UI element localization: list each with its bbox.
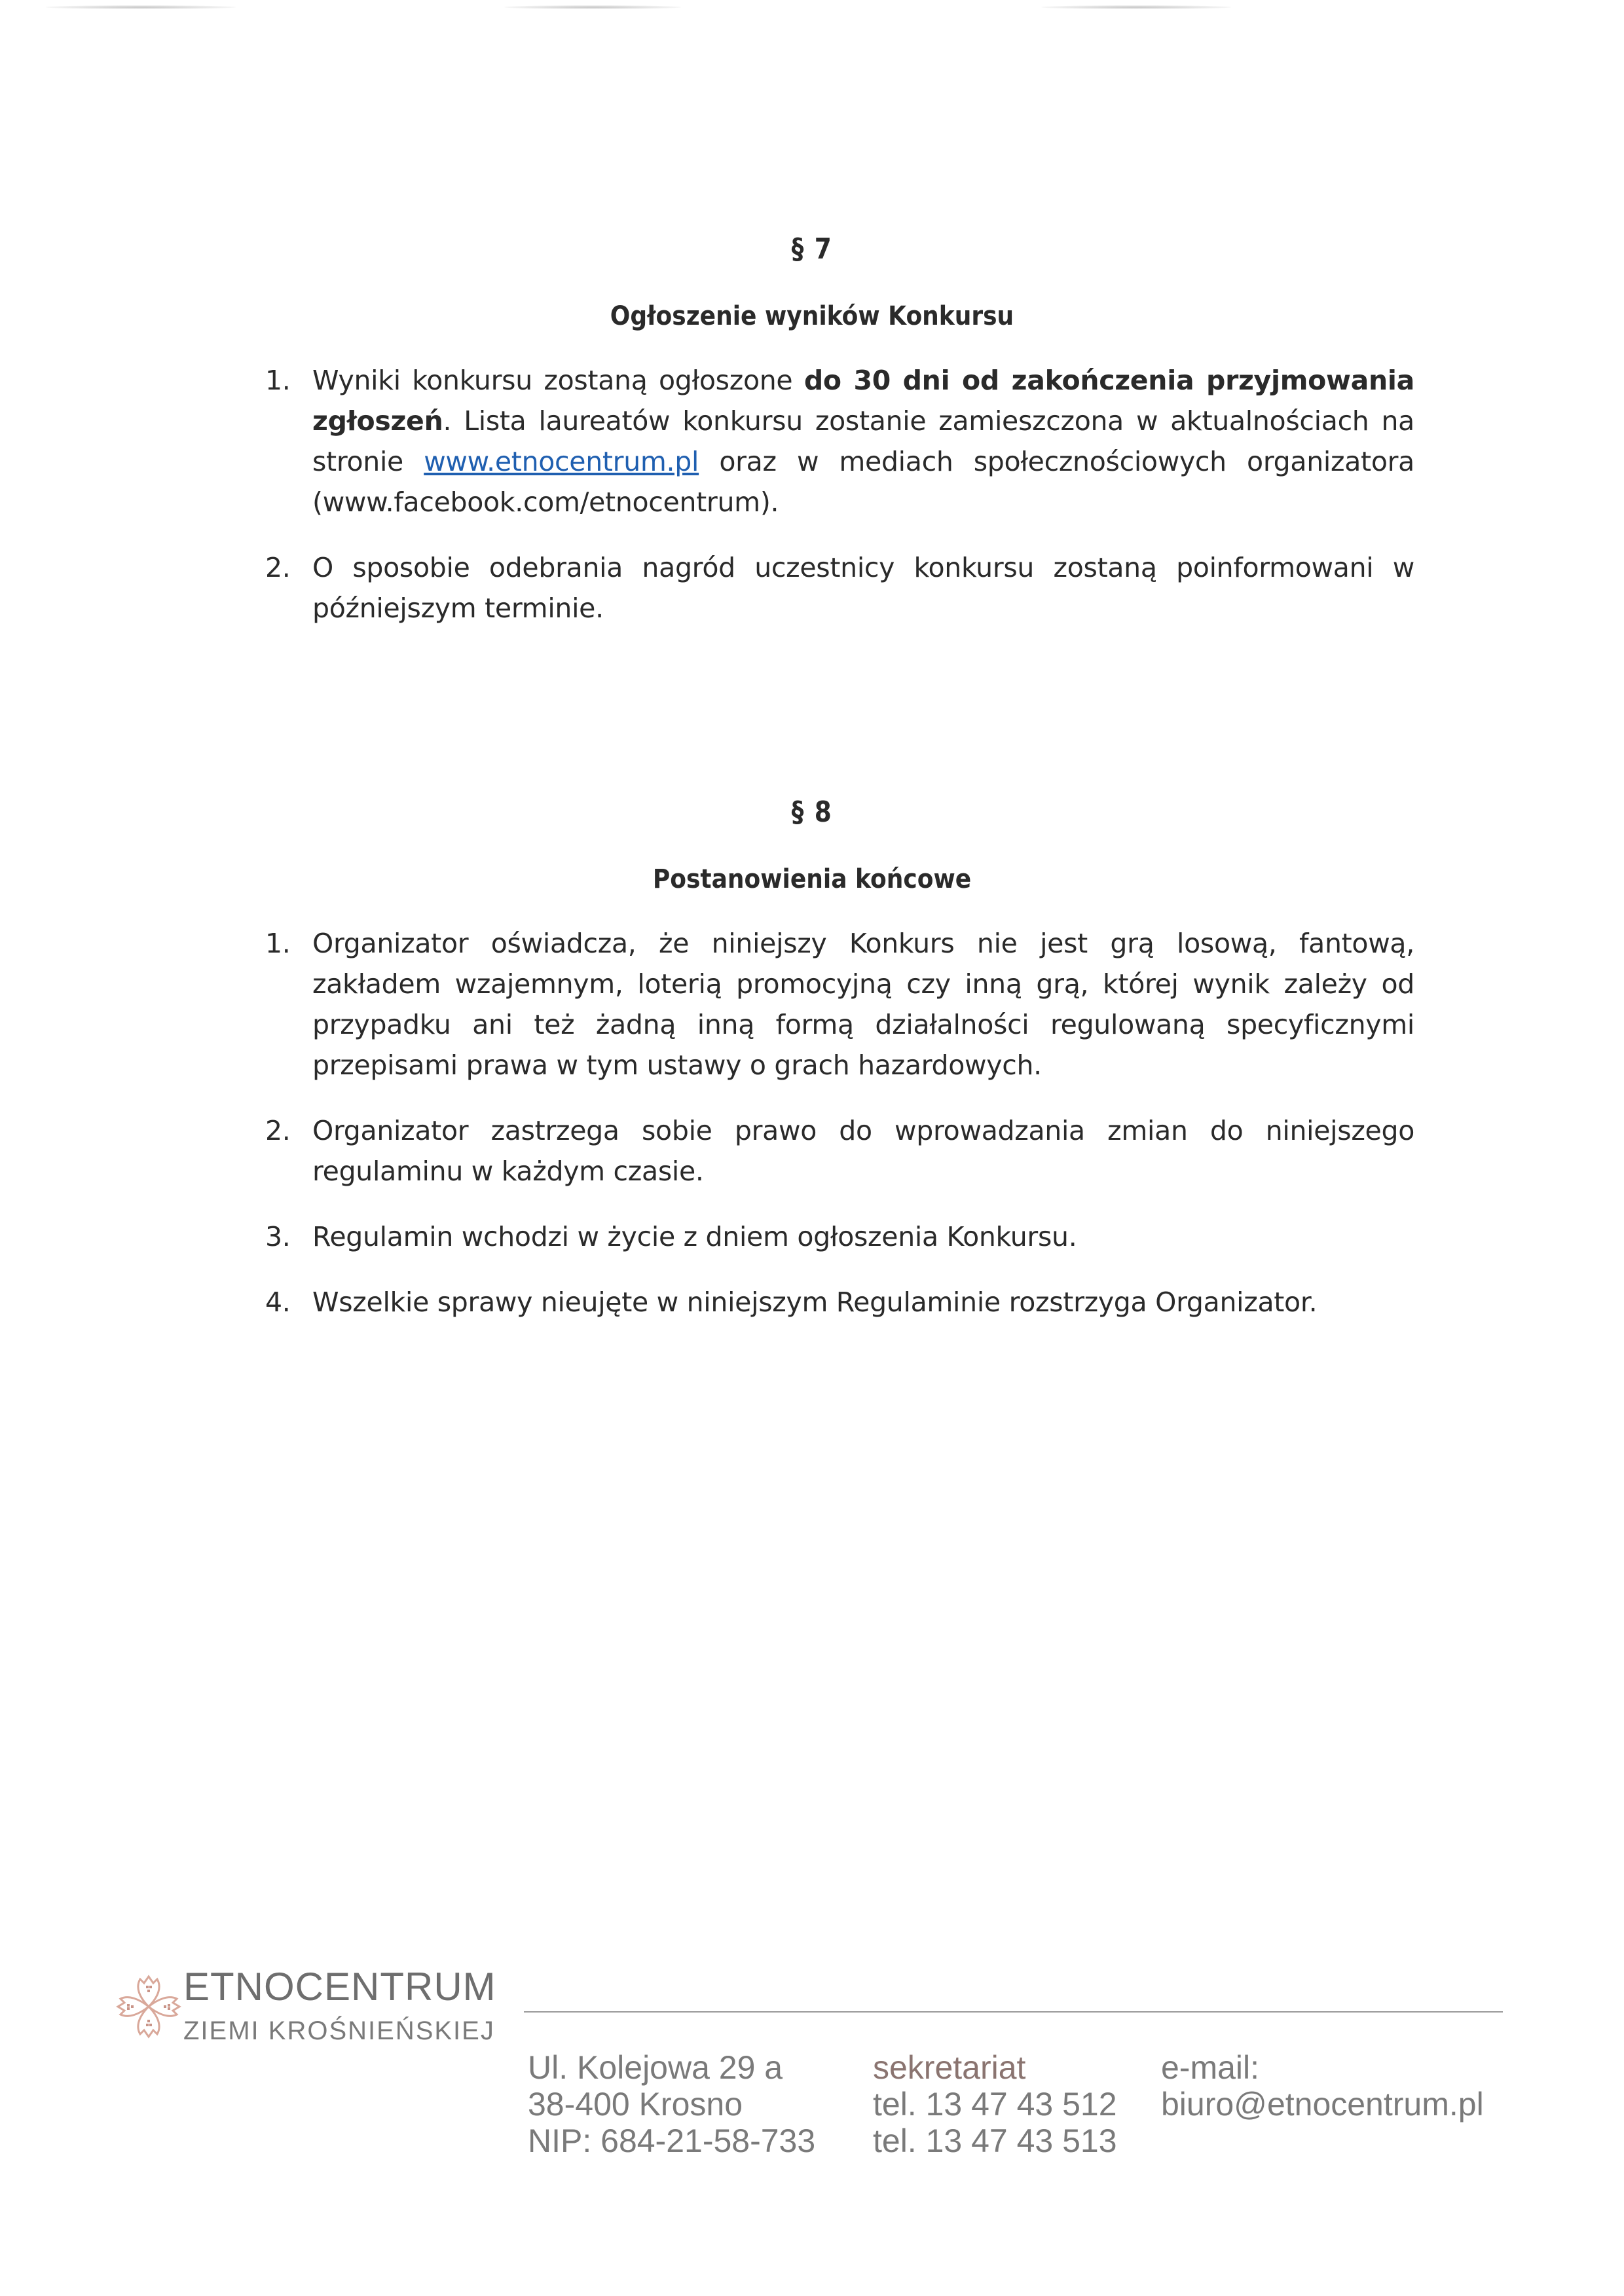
phone-label: sekretariat — [873, 2049, 1026, 2086]
folk-flower-ornament-icon — [106, 1967, 191, 2046]
section-7-list — [265, 360, 1414, 653]
item-text: Regulamin wchodzi w życie z dniem ogłoszenia Konkursu. — [312, 1221, 1077, 1252]
item-text: Wszelkie sprawy nieujęte w niniejszym Regulaminie rozstrzyga Organizator. — [312, 1286, 1318, 1318]
item-number: 4. — [265, 1286, 291, 1318]
footer-address — [528, 2049, 815, 2159]
list-item — [265, 360, 1414, 522]
email-label: e-mail: — [1161, 2049, 1260, 2086]
section-7-number: § 7 — [791, 232, 833, 266]
section-8-number: § 8 — [791, 795, 833, 829]
section-8-list — [265, 923, 1414, 1347]
list-item — [265, 1110, 1414, 1192]
scan-artifact — [1041, 5, 1231, 9]
scan-artifact — [504, 5, 681, 9]
item-text: oraz w mediach społecznościowych organizatora (www.facebook.com/etnocentrum). — [312, 446, 1414, 518]
list-item — [265, 1216, 1414, 1257]
address-city: 38-400 Krosno — [528, 2086, 743, 2123]
item-number: 1. — [265, 365, 291, 396]
address-nip: NIP: 684-21-58-733 — [528, 2123, 816, 2159]
address-street: Ul. Kolejowa 29 a — [528, 2049, 783, 2086]
section-7-title: Ogłoszenie wyników Konkursu — [610, 301, 1014, 331]
item-text: O sposobie odebrania nagród uczestnicy konkursu zostaną poinformowani w późniejszym terminie. — [312, 552, 1414, 624]
phone-number-1: tel. 13 47 43 512 — [873, 2086, 1117, 2123]
item-number: 2. — [265, 1115, 291, 1146]
item-text-bold: do 30 dni od zakończenia przyjmowania zgłoszeń — [312, 365, 1414, 437]
footer-email — [1161, 2049, 1484, 2123]
email-address: biuro@etnocentrum.pl — [1161, 2086, 1484, 2123]
list-item — [265, 547, 1414, 629]
logo-title: ETNOCENTRUM — [183, 1965, 496, 2009]
item-text: Organizator zastrzega sobie prawo do wprowadzania zmian do niniejszego regulaminu w każdym czasie. — [312, 1115, 1414, 1187]
footer-divider — [524, 2011, 1503, 2013]
logo-subtitle: ZIEMI KROŚNIEŃSKIEJ — [183, 2016, 495, 2045]
scan-artifact — [46, 5, 236, 9]
item-text: . Lista laureatów konkursu zostanie zamieszczona w aktualnościach na stronie — [312, 405, 1414, 477]
website-link[interactable]: www.etnocentrum.pl — [424, 446, 699, 477]
item-number: 3. — [265, 1221, 291, 1252]
footer-phone — [873, 2049, 1117, 2159]
item-text: Wyniki konkursu zostaną ogłoszone — [312, 365, 804, 396]
list-item — [265, 1282, 1414, 1322]
item-text: Organizator oświadcza, że niniejszy Konkurs nie jest grą losową, fantową, zakładem wzajemnym, loterią promocyjną czy inną grą, której wynik zależy od przypadku ani też żadną inną formą działalności regulowaną specyficznymi przepisami prawa w tym ustawy o grach hazardowych. — [312, 928, 1414, 1081]
phone-number-2: tel. 13 47 43 513 — [873, 2123, 1117, 2159]
item-number: 1. — [265, 928, 291, 959]
item-number: 2. — [265, 552, 291, 583]
section-8-title: Postanowienia końcowe — [652, 864, 972, 894]
list-item — [265, 923, 1414, 1085]
